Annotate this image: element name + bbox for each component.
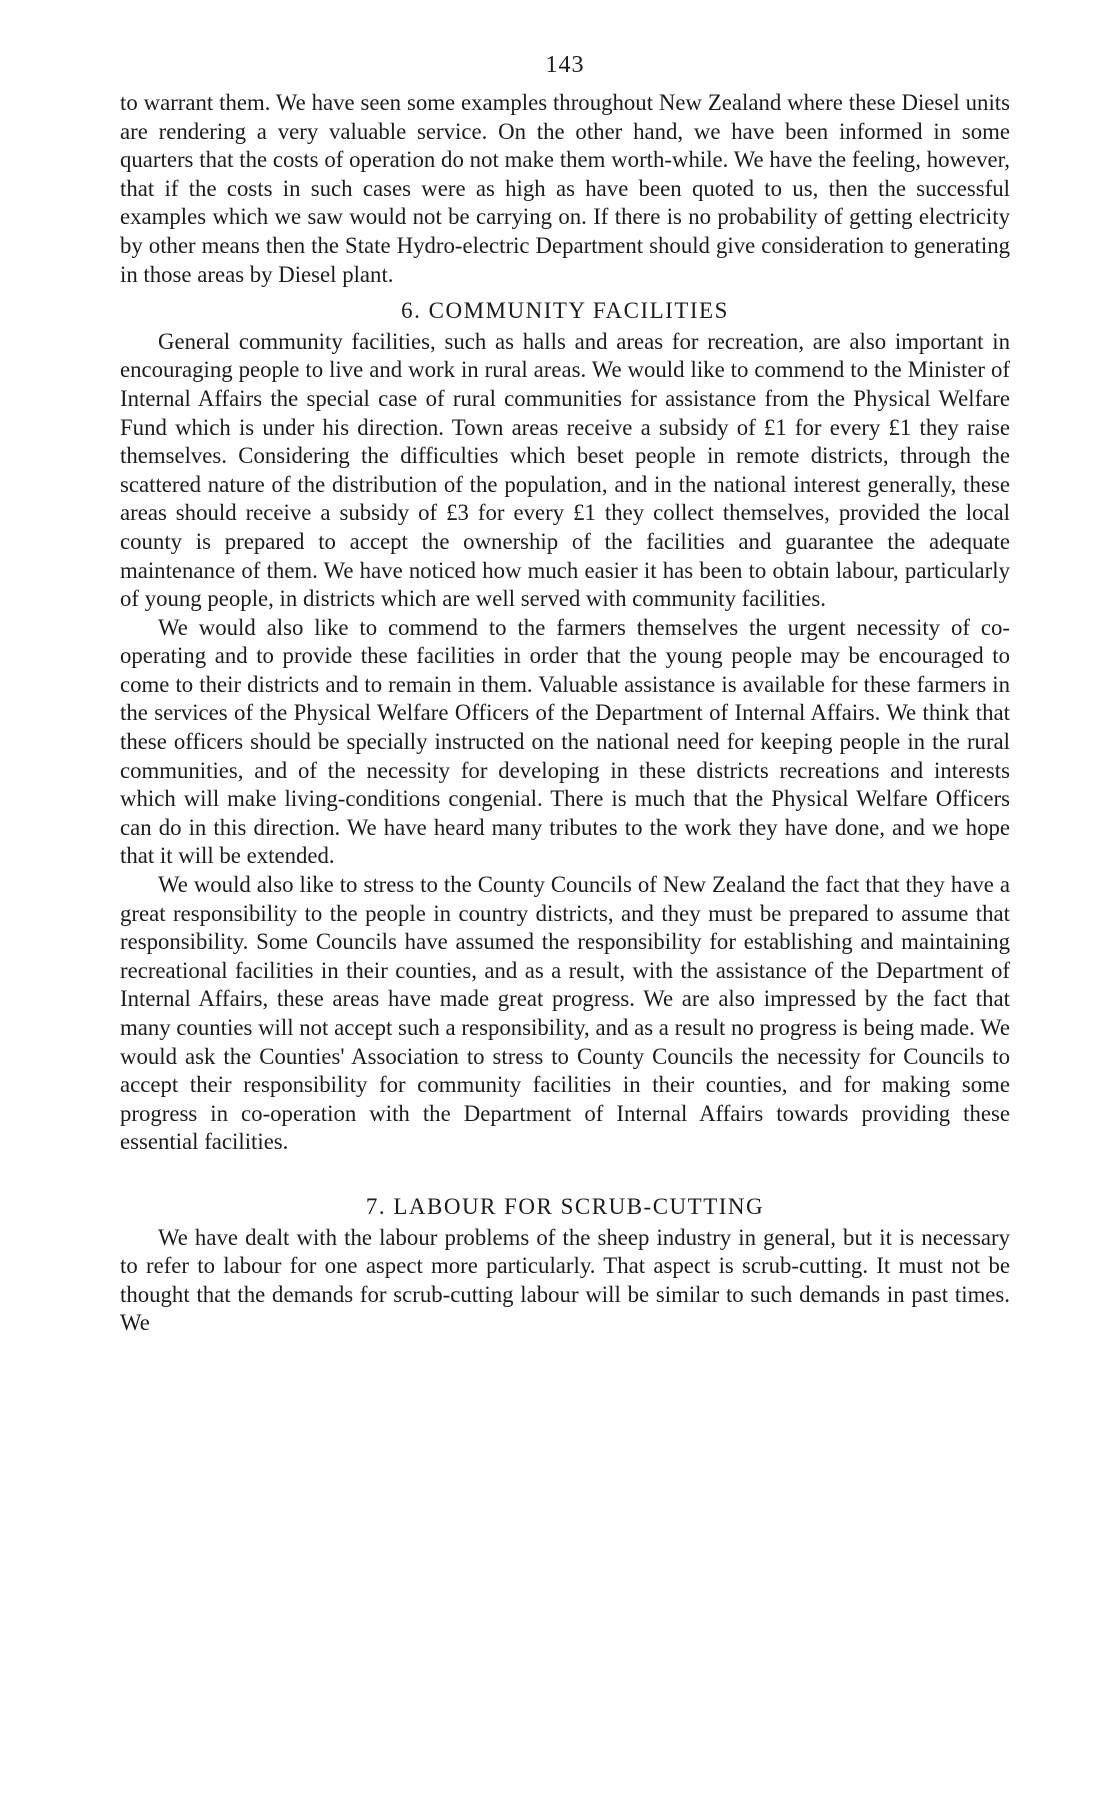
- community-paragraph-2: We would also like to commend to the farmers themselves the urgent necessity of co-operating and to provide these facilities in order that the young people may be encouraged to come to their districts and to remain in them. Valuable assistance is available for these farmers in the services of the Physical Welfare Officers of the Department of Internal Affairs. We think that these officers should be specially instructed on the national need for keeping people in the rural communities, and of the necessity for developing in these districts recreations and interests which will make living-conditions congenial. There is much that the Physical Welfare Officers can do in this direction. We have heard many tributes to the work they have done, and we hope that it will be extended.: [120, 614, 1010, 869]
- page-number: 143: [545, 52, 585, 78]
- community-paragraph-1: General community facilities, such as halls and areas for recreation, are also important in encouraging people to live and work in rural areas. We would like to commend to the Minister of Internal Affairs the special case of rural communities for assistance from the Physical Welfare Fund which is under his direction. Town areas receive a subsidy of £1 for every £1 they raise themselves. Considering the difficulties which beset people in remote districts, through the scattered nature of the distribution of the population, and in the national interest generally, these areas should receive a subsidy of £3 for every £1 they collect themselves, provided the local county is prepared to accept the ownership of the facilities and guarantee the adequate maintenance of them. We have noticed how much easier it has been to obtain labour, particularly of young people, in districts which are well served with community facilities.: [120, 328, 1010, 612]
- section-heading-labour-scrub-cutting: 7. LABOUR FOR SCRUB-CUTTING: [365, 1193, 765, 1219]
- community-paragraph-3: We would also like to stress to the County Councils of New Zealand the fact that they have a great responsibility to the people in country districts, and they must be prepared to assume that responsibility. Some Councils have assumed the responsibility for establishing and maintaining recreational facilities in their counties, and as a result, with the assistance of the Department of Internal Affairs, these areas have made great progress. We are also impressed by the fact that many counties will not accept such a responsibility, and as a result no progress is being made. We would ask the Counties' Association to stress to County Councils the necessity for Councils to accept their responsibility for community facilities in their counties, and for making some progress in co-operation with the Department of Internal Affairs towards providing these essential facilities.: [120, 872, 1010, 1155]
- intro-paragraph: to warrant them. We have seen some examples throughout New Zealand where these Diesel units are rendering a very valuable service. On the other hand, we have been informed in some quarters that the costs of operation do not make them worth-while. We have the feeling, however, that if the costs in such cases were as high as have been quoted to us, then the successful examples which we saw would not be carrying on. If there is no probability of getting electricity by other means then the State Hydro-electric Department should give consideration to generating in those areas by Diesel plant.: [120, 90, 1010, 287]
- scrub-cutting-paragraph-1: We have dealt with the labour problems of the sheep industry in general, but it is necessary to refer to labour for one aspect more particularly. That aspect is scrub-cutting. It must not be thought that the demands for scrub-cutting labour will be similar to such demands in past times. We: [120, 1224, 1010, 1336]
- document-page: [120, 52, 1010, 1338]
- section-heading-community-facilities: 6. COMMUNITY FACILITIES: [401, 298, 729, 324]
